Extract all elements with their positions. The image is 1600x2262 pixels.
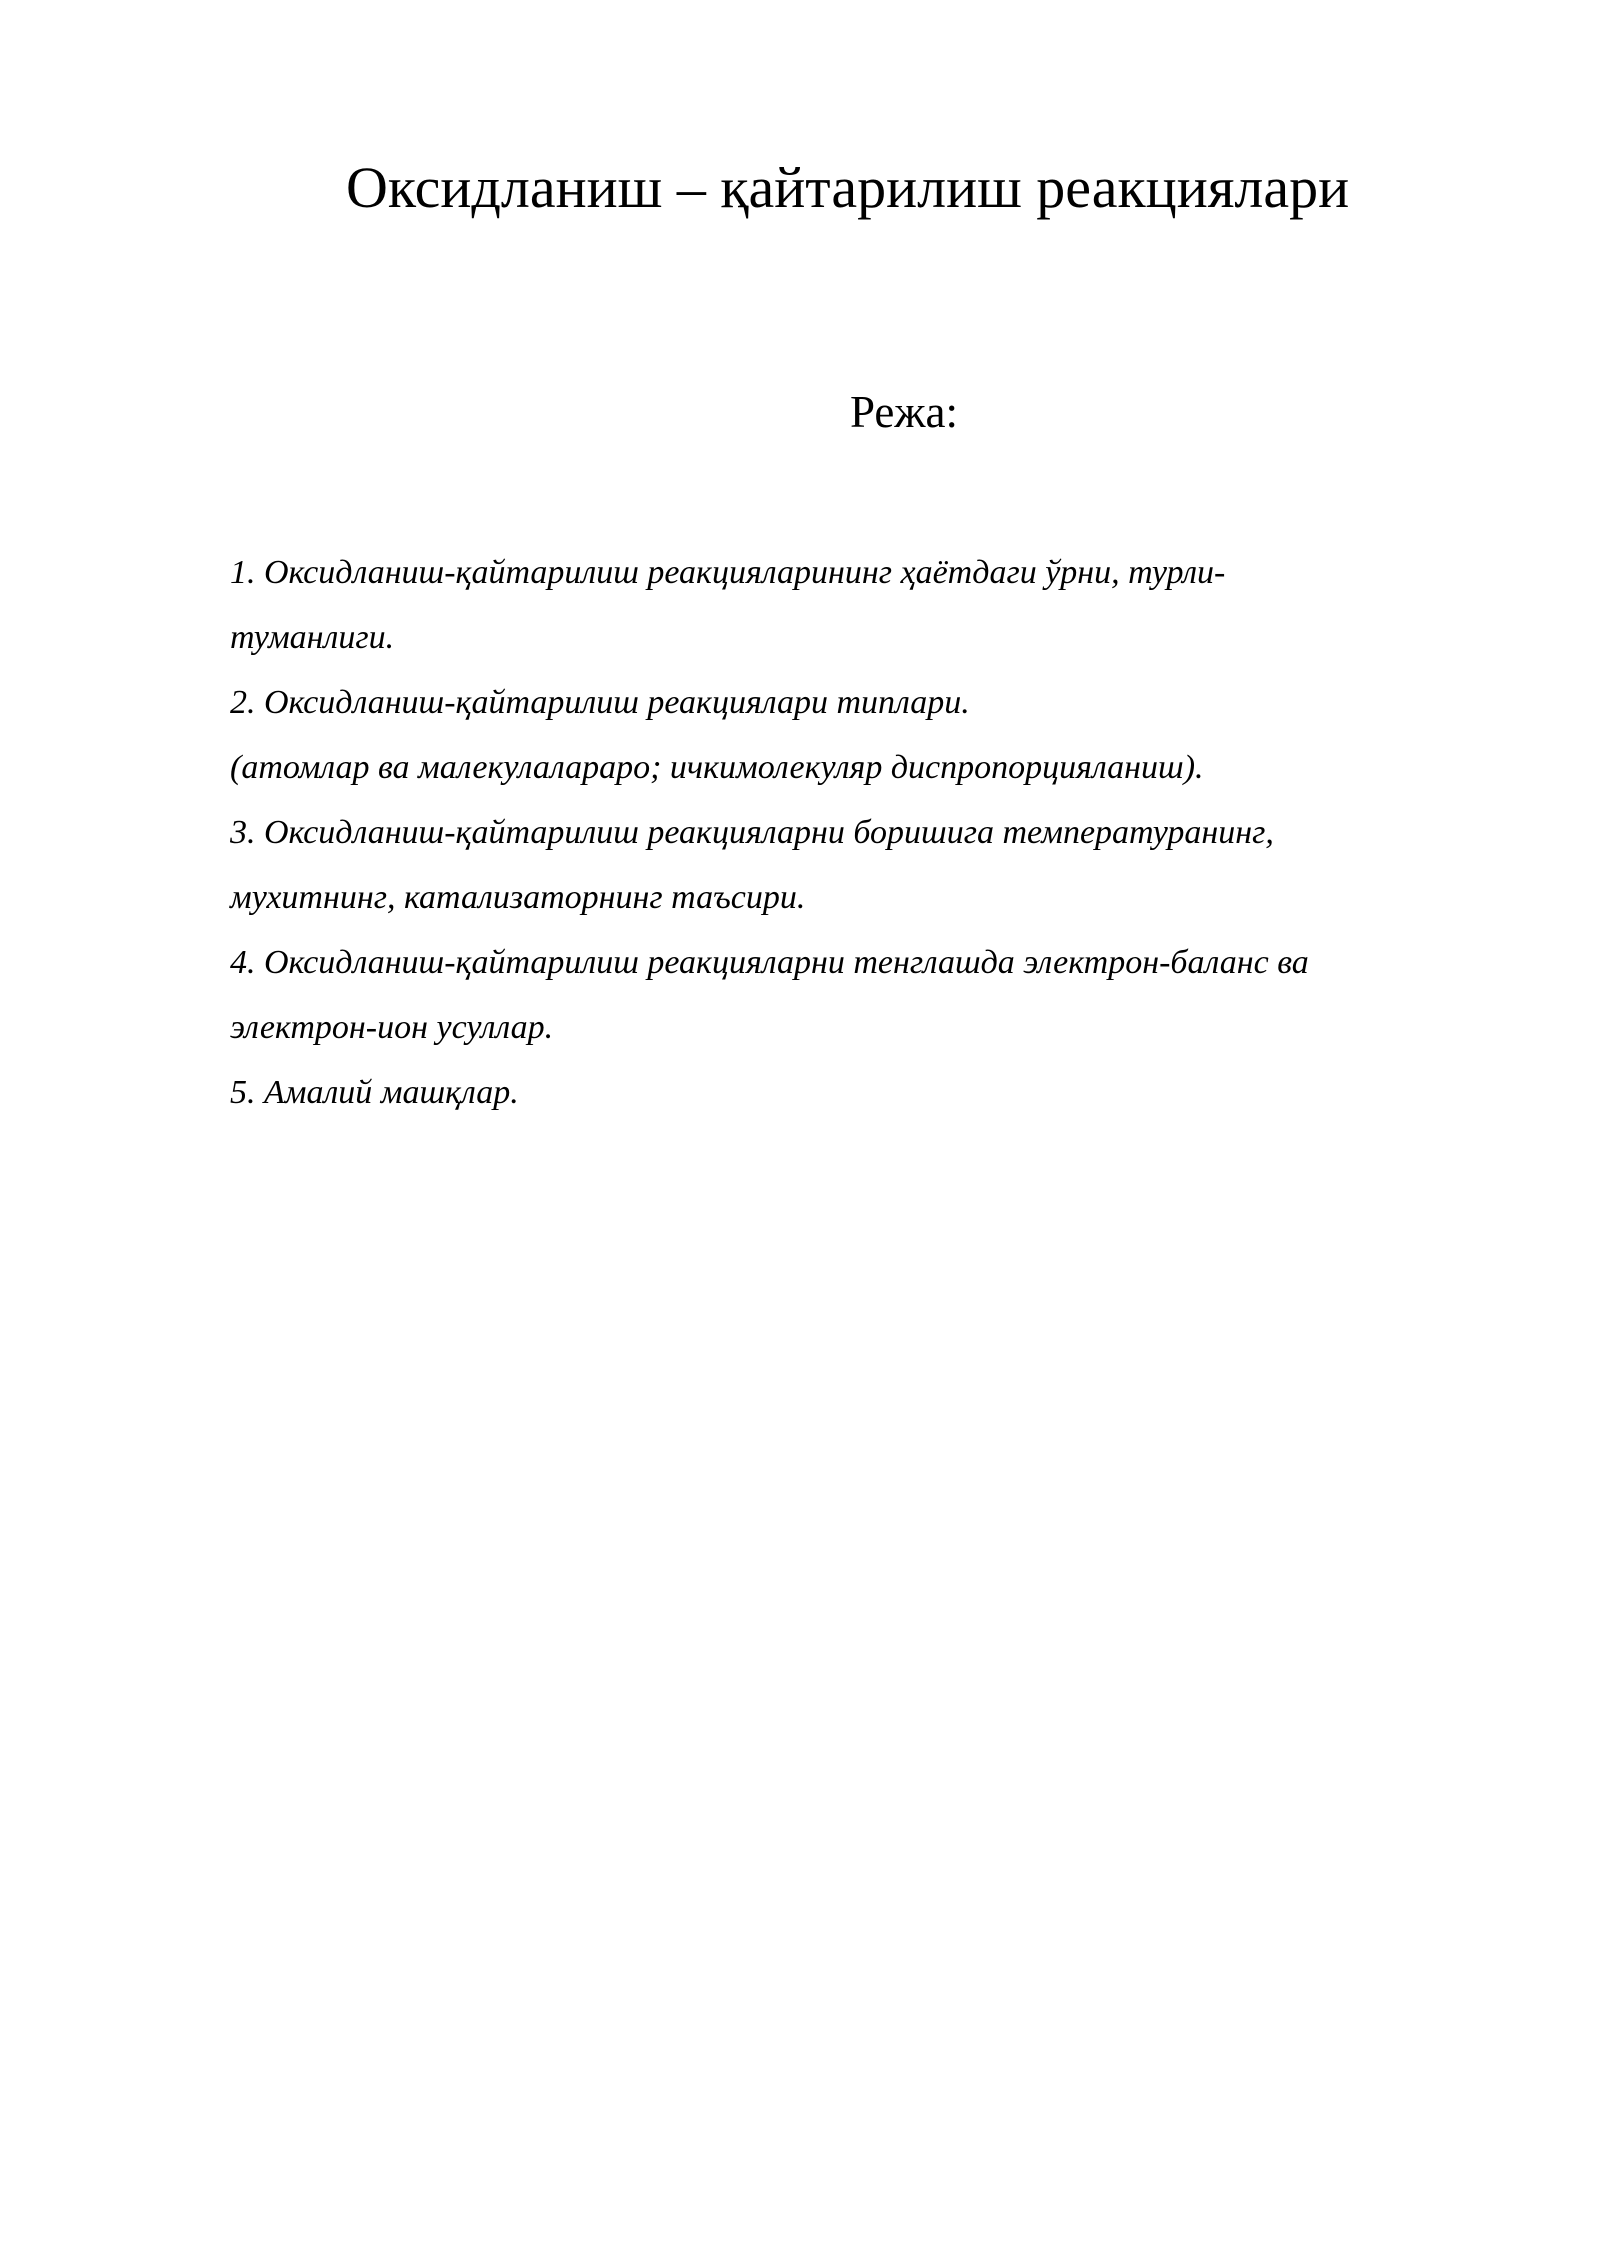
- plan-line: туманлиги.: [230, 619, 395, 656]
- plan-line: 5. Амалий машқлар.: [230, 1074, 519, 1111]
- plan-line: 3. Оксидланиш-қайтарилиш реакцияларни боришига температуранинг,: [230, 814, 1274, 851]
- plan-line: 1. Оксидланиш-қайтарилиш реакцияларининг ҳаётдаги ўрни, турли-: [230, 554, 1226, 591]
- plan-line: 4. Оксидланиш-қайтарилиш реакцияларни тенглашда электрон-баланс ва: [230, 944, 1309, 981]
- plan-line: мухитнинг, катализаторнинг таъсири.: [230, 879, 806, 916]
- plan-line: 2. Оксидланиш-қайтарилиш реакциялари типлари.: [230, 684, 970, 721]
- plan-list: [230, 540, 1480, 1125]
- plan-line: (атомлар ва малекулалараро; ичкимолекуляр диспропорцияланиш).: [230, 749, 1204, 786]
- plan-heading: Режа:: [850, 387, 958, 437]
- plan-line: электрон-ион усуллар.: [230, 1009, 554, 1046]
- document-title: Оксидланиш – қайтарилиш реакциялари: [346, 155, 1350, 220]
